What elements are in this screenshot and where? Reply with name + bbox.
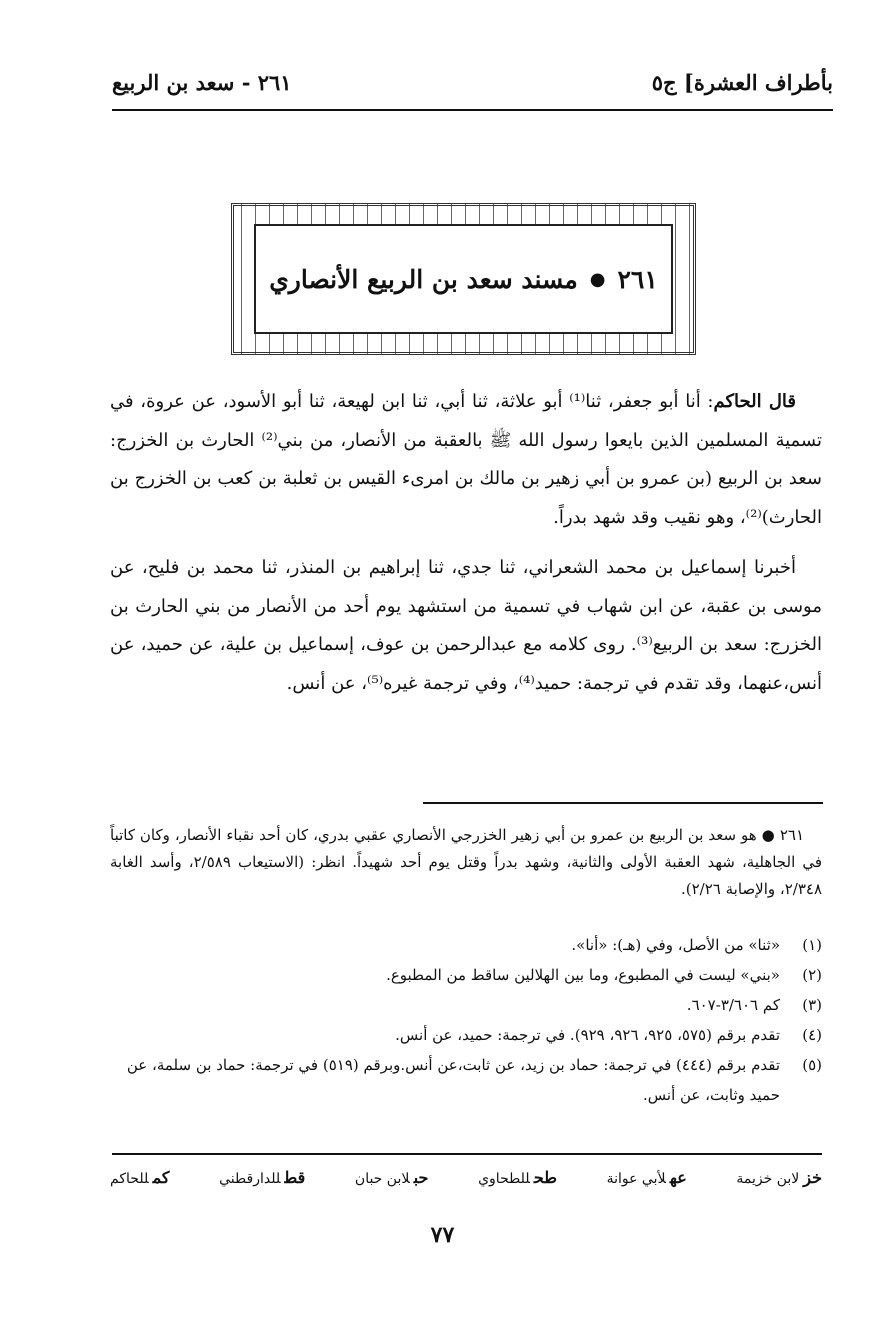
footnote-number: (٥) [802,1056,822,1074]
header-divider [112,109,833,111]
abbreviation-meaning: لابن خزيمة [736,1171,800,1187]
main-text [110,383,822,715]
paragraph-1-text: : أنا أبو جعفر، ثنا⁽¹⁾ أبو علاثة، ثنا أبي، ثنا ابن لهيعة، ثنا أبو الأسود، عن عروة، في تسمية المسلمين الذين بايعوا رسول الله ﷺ بالعقبة من الأنصار، من بني⁽²⁾ الحارث بن الخزرج: سعد بن الربيع (بن عمرو بن أبي زهير بن مالك بن امرىء القيس بن ثعلبة بن كعب بن الخزرج بن الحارث)⁽²⁾، وهو نقيب وقد شهد بدراً. [110,391,823,528]
footnote-item [110,1050,822,1110]
footnote-number: (٢) [802,966,822,984]
abbreviation-code: طح [533,1168,557,1187]
footnotes-list [110,930,822,1110]
abbreviation-meaning: لأبي عوانة [606,1171,666,1187]
abbreviation-item [607,1168,687,1187]
footnote-item [110,1020,822,1050]
footnote-item [110,990,822,1020]
abbreviation-item [219,1168,305,1187]
running-header [112,60,833,104]
entry-number: ٢٦١ [617,264,658,294]
abbreviation-item [478,1168,557,1187]
abbreviation-meaning: للحاكم [110,1171,149,1187]
abbreviation-meaning: لابن حبان [354,1171,410,1187]
abbreviation-meaning: للدارقطني [219,1171,281,1187]
footnote-text: «ثنا» من الأصل، وفي (هـ): «أنا». [571,936,780,954]
page-number: ٧٧ [430,1222,455,1248]
abbreviation-item [110,1168,169,1187]
footnote-number: (٤) [802,1026,822,1044]
ornamental-title-frame [231,203,696,355]
footnote-text: «بني» ليست في المطبوع، وما بين الهلالين ساقط من المطبوع. [386,966,780,984]
header-book-title: بأطراف العشرة] ج٥ [651,69,833,95]
entry-heading: مسند سعد بن الربيع الأنصاري [269,264,578,294]
narrator-lead: قال الحاكم [713,391,796,412]
abbreviation-code: قط [284,1168,306,1187]
biography-footnote [110,822,822,903]
paragraph-2: أخبرنا إسماعيل بن محمد الشعراني، ثنا جدي، ثنا إبراهيم بن المنذر، ثنا محمد بن فليح، عن موسى بن عقبة، عن ابن شهاب في تسمية من استشهد يوم أحد من الأنصار من بني الحارث بن الخزرج: سعد بن الربيع⁽³⁾. روى كلامه مع عبدالرحمن بن عوف، إسماعيل بن علية، عن حميد، عن أنس،عنهما، وقد تقدم في ترجمة: حميد⁽⁴⁾، وفي ترجمة غيره⁽⁵⁾، عن أنس. [110,557,822,694]
abbreviation-code: كم [152,1168,170,1187]
bullet-icon: ● [589,268,606,290]
footnote-text: تقدم برقم (٥٧٥، ٩٢٥، ٩٢٦، ٩٢٩). في ترجمة: حميد، عن أنس. [395,1026,780,1044]
abbreviations-divider [112,1153,822,1155]
abbreviation-item [355,1168,429,1187]
abbreviation-item [736,1168,822,1187]
footnote-text: كم ٣/٦٠٦-٦٠٧. [686,996,780,1014]
header-entry-title: ٢٦١ - سعد بن الربيع [112,69,292,95]
abbreviations-key [110,1168,822,1187]
footnote-text: تقدم برقم (٤٤٤) في ترجمة: حماد بن زيد، عن ثابت،عن أنس.وبرقم (٥١٩) في ترجمة: حماد بن سلمة، عن حميد وثابت، عن أنس. [126,1056,780,1104]
abbreviation-code: حب [413,1168,429,1187]
abbreviation-meaning: للطحاوي [478,1171,530,1187]
abbreviation-code: خز [803,1168,822,1187]
footnote-item [110,960,822,990]
paragraph-1 [110,383,822,537]
footnote-divider [423,802,823,804]
entry-title [254,224,673,334]
footnote-item [110,930,822,960]
biography-text: ٢٦١ ● هو سعد بن الربيع بن عمرو بن أبي زهير الخزرجي الأنصاري عقبي بدري، كان أحد نقباء الأنصار، وكان كاتباً في الجاهلية، شهد العقبة الأولى والثانية، وشهد بدراً وقتل يوم أحد شهيداً. انظر: (الاستيعاب ٢/٥٨٩، وأسد الغابة ٢/٣٤٨، والإصابة ٢/٢٦). [110,826,822,898]
footnote-number: (١) [802,936,822,954]
footnote-number: (٣) [802,996,822,1014]
abbreviation-code: عه [669,1168,687,1187]
